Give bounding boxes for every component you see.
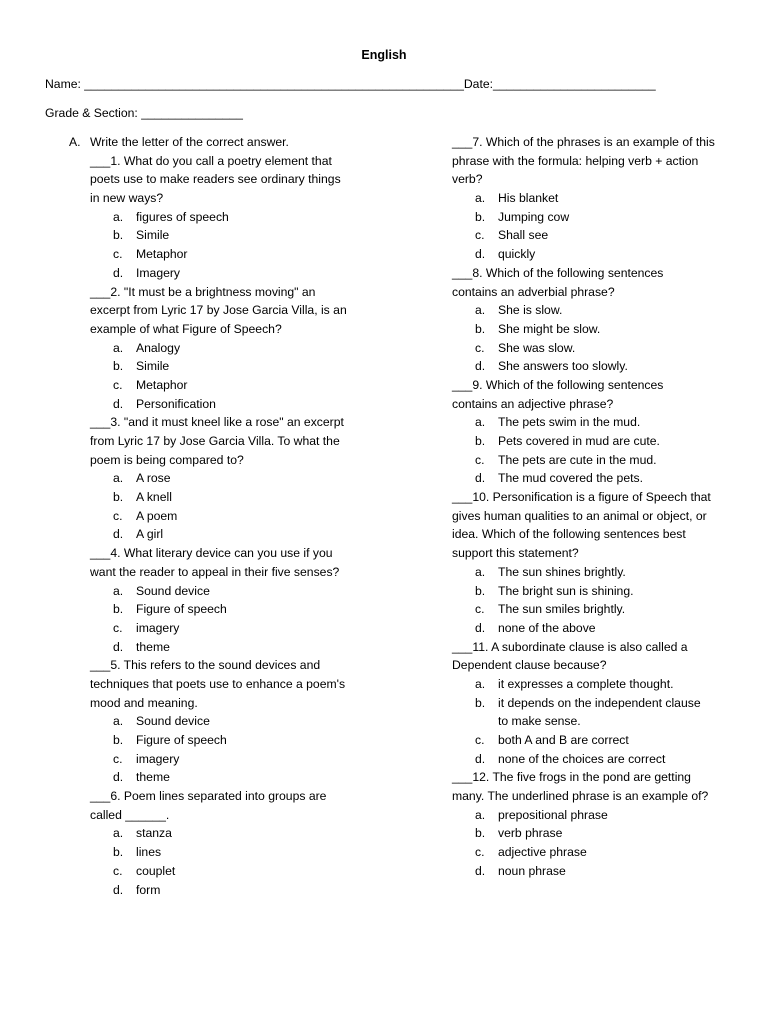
option-letter: b. — [475, 209, 486, 224]
question-text-line: in new ways? — [90, 191, 164, 206]
option-text: Personification — [136, 396, 216, 411]
question-text-line: example of what Figure of Speech? — [90, 321, 282, 336]
option-letter: d. — [475, 247, 486, 262]
answer-option — [90, 843, 347, 862]
answer-option — [452, 843, 715, 862]
option-letter: b. — [113, 845, 124, 860]
question-text-line: Dependent clause because? — [452, 658, 607, 673]
answer-option — [452, 451, 715, 470]
option-text: none of the above — [498, 620, 596, 635]
option-letter: c. — [475, 452, 485, 467]
question-7 — [452, 133, 715, 264]
question-text-line: poets use to make readers see ordinary things — [90, 172, 341, 187]
answer-option — [90, 525, 347, 544]
question-text-line: contains an adjective phrase? — [452, 396, 614, 411]
option-text: A knell — [136, 490, 172, 505]
option-text: couplet — [136, 863, 176, 878]
option-text: it depends on the independent clause — [498, 695, 701, 710]
option-text: The sun shines brightly. — [498, 564, 626, 579]
answer-option — [90, 264, 347, 283]
answer-option — [452, 469, 715, 488]
option-text: Jumping cow — [498, 209, 570, 224]
option-letter: b. — [113, 228, 124, 243]
answer-option — [90, 731, 347, 750]
option-letter: d. — [475, 471, 486, 486]
section-instruction: Write the letter of the correct answer. — [90, 135, 289, 149]
option-text: none of the choices are correct — [498, 751, 666, 766]
option-letter: b. — [113, 733, 124, 747]
question-text-line: ___8. Which of the following sentences — [452, 265, 664, 280]
question-text-line: ___5. This refers to the sound devices and — [90, 658, 321, 673]
question-3 — [90, 413, 347, 544]
option-letter: c. — [475, 340, 485, 355]
answer-option — [90, 582, 347, 601]
option-letter: c. — [113, 508, 123, 523]
question-text-line: phrase with the formula: helping verb + action — [452, 153, 699, 168]
option-text: noun phrase — [498, 863, 566, 878]
option-letter: d. — [475, 359, 486, 374]
question-12 — [452, 768, 715, 880]
option-letter: a. — [475, 564, 486, 579]
option-text: The bright sun is shining. — [498, 583, 634, 598]
option-text: theme — [136, 639, 170, 654]
option-text: form — [136, 882, 161, 897]
question-text-line: from Lyric 17 by Jose Garcia Villa. To what the — [90, 434, 340, 448]
option-letter: a. — [475, 303, 486, 318]
option-text: Sound device — [136, 714, 210, 729]
option-letter: a. — [475, 191, 486, 206]
answer-option — [452, 824, 715, 843]
answer-option — [452, 582, 715, 601]
answer-option — [90, 226, 347, 245]
option-text: The sun smiles brightly. — [498, 602, 626, 617]
answer-option — [90, 712, 347, 731]
answer-option — [90, 750, 347, 769]
option-text: Shall see — [498, 228, 549, 243]
option-letter: a. — [113, 340, 124, 355]
grade-section-label: Grade & Section: _______________ — [45, 106, 243, 120]
option-text: She answers too slowly. — [498, 359, 628, 374]
option-text: The pets swim in the mud. — [498, 415, 641, 430]
option-text: She was slow. — [498, 340, 576, 355]
option-text: figures of speech — [136, 209, 229, 224]
option-letter: d. — [475, 863, 486, 878]
option-text: imagery — [136, 620, 180, 635]
option-text: Simile — [136, 228, 170, 243]
option-letter: b. — [113, 602, 124, 617]
option-letter: c. — [113, 377, 123, 392]
answer-option — [90, 245, 347, 264]
answer-option — [90, 600, 347, 619]
question-text-line: idea. Which of the following sentences best — [452, 527, 686, 542]
option-letter: d. — [475, 620, 486, 635]
question-8 — [452, 264, 715, 376]
option-text: Figure of speech — [136, 733, 227, 747]
question-text-line: called ______. — [90, 807, 170, 822]
name-label: Name: ________________________________________________________ — [45, 77, 464, 91]
option-letter: c. — [475, 845, 485, 860]
option-letter: d. — [113, 527, 124, 542]
option-letter: b. — [113, 490, 124, 505]
answer-option — [90, 638, 347, 657]
question-9 — [452, 376, 715, 488]
option-letter: a. — [475, 676, 486, 691]
option-letter: c. — [113, 620, 123, 635]
question-4 — [90, 544, 347, 656]
answer-option — [90, 208, 347, 227]
answer-option — [452, 694, 715, 713]
answer-option — [452, 563, 715, 582]
option-text: verb phrase — [498, 826, 563, 841]
answer-option — [90, 619, 347, 638]
option-text: A poem — [136, 508, 178, 523]
answer-option — [90, 881, 347, 900]
answer-option — [452, 301, 715, 320]
option-letter: c. — [475, 228, 485, 243]
answer-option — [90, 768, 347, 787]
option-letter: a. — [113, 714, 124, 729]
option-text: lines — [136, 845, 162, 860]
answer-option — [452, 339, 715, 358]
section-a-heading — [69, 133, 289, 152]
section-letter: A. — [69, 135, 81, 149]
question-text-line: contains an adverbial phrase? — [452, 284, 615, 299]
answer-option — [90, 488, 347, 507]
question-1 — [90, 152, 347, 283]
answer-option — [90, 395, 347, 414]
question-text-line: verb? — [452, 172, 483, 187]
question-10 — [452, 488, 715, 638]
option-text: Figure of speech — [136, 602, 227, 617]
option-letter: a. — [113, 826, 124, 841]
answer-option — [90, 862, 347, 881]
answer-option — [452, 413, 715, 432]
question-text-line: ___7. Which of the phrases is an example of this — [452, 135, 715, 149]
date-label: Date:________________________ — [463, 77, 656, 91]
question-text-line: ___9. Which of the following sentences — [452, 377, 664, 392]
option-letter: c. — [113, 751, 123, 766]
question-text-line: ___1. What do you call a poetry element that — [90, 153, 332, 168]
option-text: She is slow. — [498, 303, 563, 318]
option-text: She might be slow. — [498, 321, 601, 336]
option-text: it expresses a complete thought. — [498, 676, 674, 691]
option-letter: a. — [113, 209, 124, 224]
name-date-line — [45, 77, 656, 91]
question-2 — [90, 283, 347, 414]
question-text-line: ___6. Poem lines separated into groups are — [90, 789, 327, 804]
option-text: theme — [136, 770, 170, 785]
answer-option — [452, 600, 715, 619]
option-letter: d. — [113, 770, 124, 785]
option-letter: c. — [475, 733, 485, 747]
option-text: Analogy — [136, 340, 181, 355]
option-letter: a. — [475, 807, 486, 822]
option-text: prepositional phrase — [498, 807, 608, 822]
option-text: Imagery — [136, 265, 181, 280]
answer-option — [90, 376, 347, 395]
question-text-line: mood and meaning. — [90, 695, 198, 710]
answer-option — [452, 432, 715, 451]
left-column — [90, 152, 347, 900]
question-text-line: support this statement? — [452, 546, 579, 561]
option-letter: a. — [475, 415, 486, 430]
option-text: Metaphor — [136, 377, 188, 392]
option-letter: d. — [113, 396, 124, 411]
answer-option — [90, 357, 347, 376]
right-column — [452, 133, 715, 881]
option-text: His blanket — [498, 191, 559, 206]
option-letter: d. — [113, 882, 124, 897]
answer-option — [452, 189, 715, 208]
option-letter: c. — [475, 602, 485, 617]
question-text-line: ___11. A subordinate clause is also called a — [452, 639, 688, 654]
option-letter: b. — [475, 695, 486, 710]
option-text: imagery — [136, 751, 180, 766]
answer-option — [452, 320, 715, 339]
answer-option — [452, 806, 715, 825]
page-title: English — [361, 48, 407, 62]
option-text: Sound device — [136, 583, 210, 598]
question-text-line: ___12. The five frogs in the pond are getting — [452, 770, 691, 785]
option-text-continued: to make sense. — [498, 714, 581, 729]
question-text-line: ___2. "It must be a brightness moving" an — [90, 284, 316, 299]
option-text: stanza — [136, 826, 172, 841]
option-letter: d. — [113, 639, 124, 654]
option-letter: b. — [475, 434, 486, 448]
question-text-line: want the reader to appeal in their five senses? — [90, 564, 340, 579]
question-text-line: gives human qualities to an animal or object, or — [452, 508, 707, 523]
answer-option — [452, 619, 715, 638]
option-text: The pets are cute in the mud. — [498, 452, 657, 467]
option-text: A girl — [136, 527, 164, 542]
answer-option — [452, 675, 715, 694]
answer-option — [452, 731, 715, 750]
option-letter: d. — [113, 265, 124, 280]
question-text-line: ___3. "and it must kneel like a rose" an excerpt — [90, 415, 344, 430]
answer-option — [90, 469, 347, 488]
option-letter: c. — [113, 863, 123, 878]
answer-option — [452, 862, 715, 881]
option-letter: b. — [475, 583, 486, 598]
option-letter: a. — [113, 583, 124, 598]
question-text-line: ___10. Personification is a figure of Speech that — [452, 490, 711, 505]
answer-option — [90, 507, 347, 526]
question-text-line: many. The underlined phrase is an example of? — [452, 789, 709, 804]
answer-option — [90, 339, 347, 358]
answer-option — [452, 208, 715, 227]
option-letter: b. — [475, 321, 486, 336]
option-text: adjective phrase — [498, 845, 587, 860]
answer-option — [452, 357, 715, 376]
answer-option — [452, 750, 715, 769]
answer-option — [452, 245, 715, 264]
answer-option — [90, 824, 347, 843]
option-text: Pets covered in mud are cute. — [498, 434, 660, 448]
option-letter: d. — [475, 751, 486, 766]
option-text: both A and B are correct — [498, 733, 629, 747]
question-text-line: poem is being compared to? — [90, 452, 244, 467]
option-text: Simile — [136, 359, 170, 374]
option-text: The mud covered the pets. — [498, 471, 643, 486]
answer-option — [452, 226, 715, 245]
question-text-line: excerpt from Lyric 17 by Jose Garcia Villa, is an — [90, 303, 347, 318]
question-text-line: techniques that poets use to enhance a poem's — [90, 676, 346, 691]
question-5 — [90, 656, 347, 787]
option-letter: c. — [113, 247, 123, 262]
question-6 — [90, 787, 347, 899]
option-text: A rose — [136, 471, 171, 486]
option-letter: b. — [475, 826, 486, 841]
option-text: Metaphor — [136, 247, 188, 262]
question-11 — [452, 638, 715, 769]
option-text: quickly — [498, 247, 536, 262]
question-text-line: ___4. What literary device can you use if you — [90, 546, 333, 561]
option-letter: a. — [113, 471, 124, 486]
option-letter: b. — [113, 359, 124, 374]
